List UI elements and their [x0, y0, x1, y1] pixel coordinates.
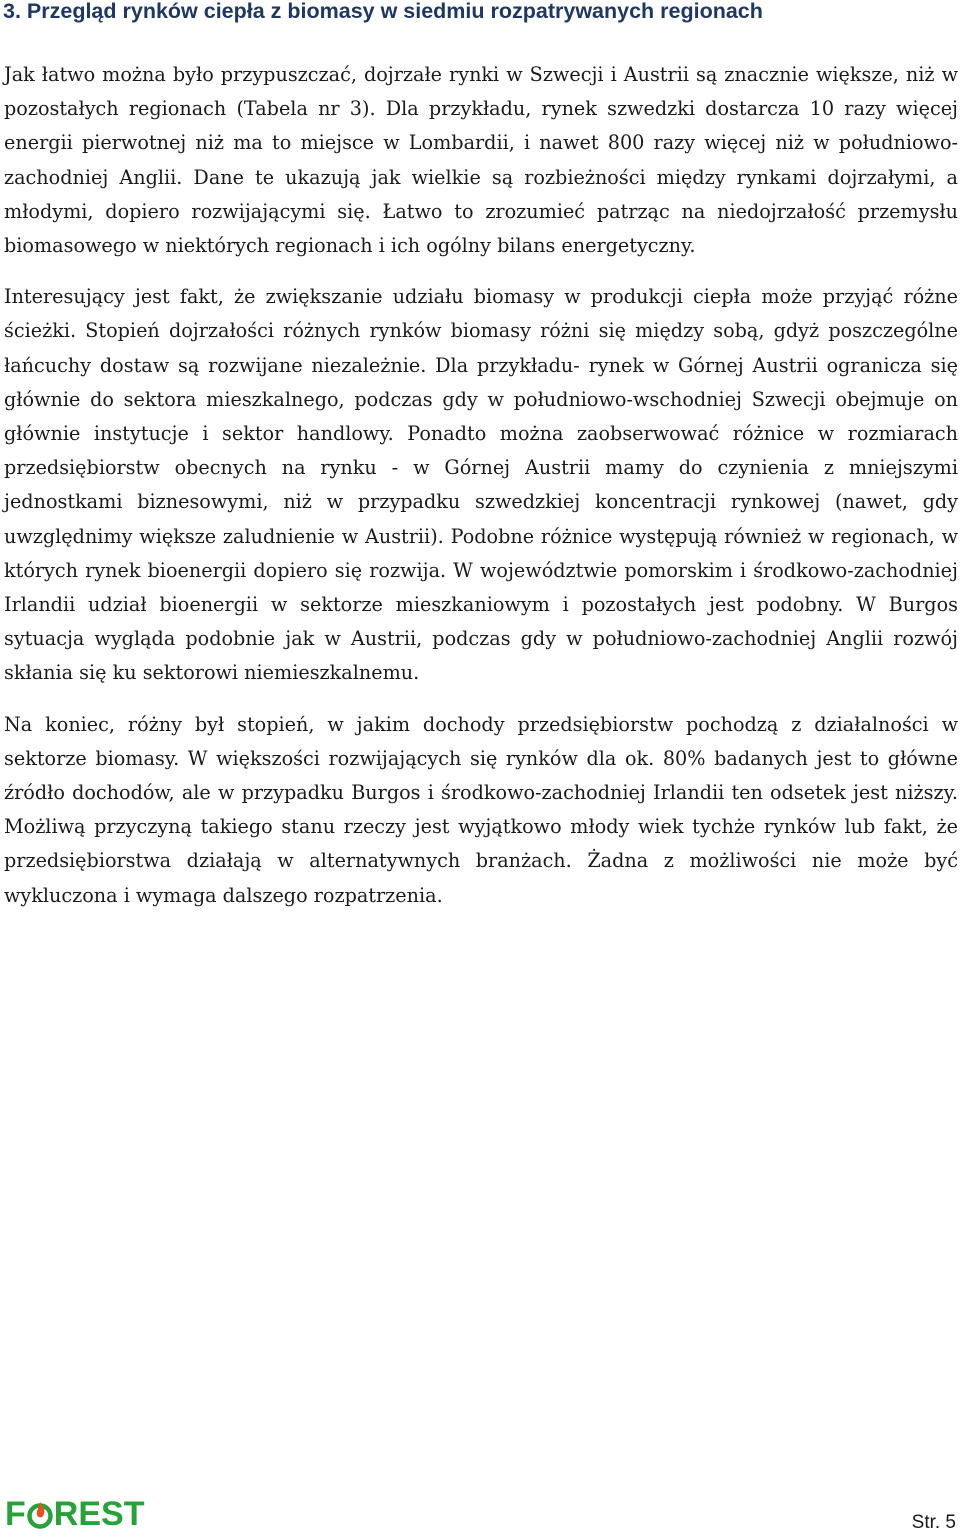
paragraph-2: Interesujący jest fakt, że zwiększanie udziału biomasy w produkcji ciepła może przyjąć różne ścieżki. Stopień dojrzałości różnych rynków biomasy różni się między sobą, gdyż poszczególne łańcuchy dostaw są rozwijane niezależnie. Dla przykładu- rynek w Górnej Austrii ogranicza się głównie do sektora mieszkalnego, podczas gdy w południowo-wschodniej Szwecji obejmuje on głównie instytucje i sektor handlowy. Ponadto można zaobserwować różnice w rozmiarach przedsiębiorstw obecnych na rynku - w Górnej Austrii mamy do czynienia z mniejszymi jednostkami biznesowymi, niż w przypadku szwedzkiej koncentracji rynkowej (nawet, gdy uwzględnimy większe zaludnienie w Austrii). Podobne różnice występują również w regionach, w których rynek bioenergii dopiero się rozwija. W województwie pomorskim i środkowo-zachodniej Irlandii udział bioenergii w sektorze mieszkaniowym i pozostałych jest podobny. W Burgos sytuacja wygląda podobnie jak w Austrii, podczas gdy w południowo-zachodniej Anglii rozwój skłania się ku sektorowi niemieszkalnemu.	[4, 285, 958, 685]
flame-leaf-logo-icon	[27, 1499, 53, 1529]
logo-letters-rest: REST	[53, 1495, 145, 1533]
logo-wordmark	[5, 1494, 144, 1534]
paragraph-3: Na koniec, różny był stopień, w jakim dochody przedsiębiorstw pochodzą z działalności w sektorze biomasy. W większości rozwijających się rynków dla ok. 80% badanych jest to główne źródło dochodów, ale w przypadku Burgos i środkowo-zachodniej Irlandii ten odsetek jest niższy. Możliwą przyczyną takiego stanu rzeczy jest wyjątkowo młody wiek tychże rynków lub fakt, że przedsiębiorstwa działają w alternatywnych branżach. Żadna z możliwości nie może być wykluczona i wymaga dalszego rozpatrzenia.	[4, 712, 958, 907]
paragraph-1: Jak łatwo można było przypuszczać, dojrzałe rynki w Szwecji i Austrii są znacznie większe, niż w pozostałych regionach (Tabela nr 3). Dla przykładu, rynek szwedzki dostarcza 10 razy więcej energii pierwotnej niż ma to miejsce w Lombardii, i nawet 800 razy więcej niż w południowo-zachodniej Anglii. Dane te ukazują jak wielkie są rozbieżności między rynkami dojrzałymi, a młodymi, dopiero rozwijającymi się. Łatwo to zrozumieć patrząc na niedojrzałość przemysłu biomasowego w niektórych regionach i ich ogólny bilans energetyczny.	[4, 63, 958, 258]
logo-letter-f: F	[5, 1495, 26, 1533]
forest-logo	[5, 1494, 144, 1534]
document-body	[4, 58, 958, 930]
page-number: Str. 5	[911, 1512, 956, 1533]
section-heading: 3. Przegląd rynków ciepła z biomasy w siedmiu rozpatrywanych regionach	[3, 0, 763, 23]
